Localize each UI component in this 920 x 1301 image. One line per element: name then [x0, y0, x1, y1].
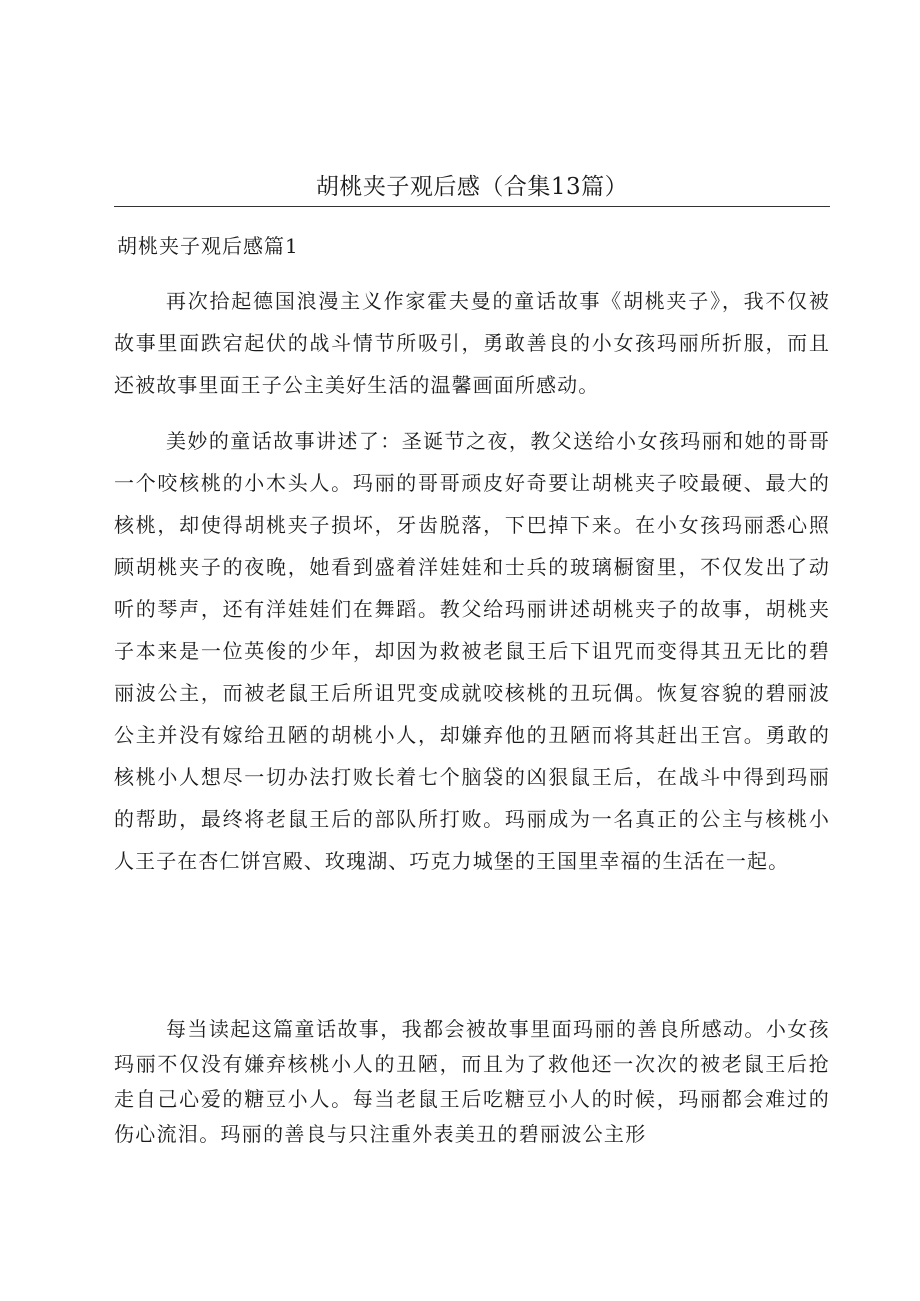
- document-title: 胡桃夹子观后感（合集13篇）: [315, 174, 629, 200]
- title-divider: [114, 206, 830, 207]
- paragraph-3: 每当读起这篇童话故事，我都会被故事里面玛丽的善良所感动。小女孩玛丽不仅没有嫌弃核桃小人的丑陋，而且为了救他还一次次的被老鼠王后抢走自己心爱的糖豆小人。每当老鼠王后吃糖豆小人的时候，玛丽都会难过的伤心流泪。玛丽的善良与只注重外表美丑的碧丽波公主形: [114, 1017, 830, 1146]
- paragraph-2: 美妙的童话故事讲述了：圣诞节之夜，教父送给小女孩玛丽和她的哥哥一个咬核桃的小木头人。玛丽的哥哥顽皮好奇要让胡桃夹子咬最硬、最大的核桃，却使得胡桃夹子损坏，牙齿脱落，下巴掉下来。在小女孩玛丽悉心照顾胡桃夹子的夜晚，她看到盛着洋娃娃和士兵的玻璃橱窗里，不仅发出了动听的琴声，还有洋娃娃们在舞蹈。教父给玛丽讲述胡桃夹子的故事，胡桃夹子本来是一位英俊的少年，却因为救被老鼠王后下诅咒而变得其丑无比的碧丽波公主，而被老鼠王后所诅咒变成就咬核桃的丑玩偶。恢复容貌的碧丽波公主并没有嫁给丑陋的胡桃小人，却嫌弃他的丑陋而将其赶出王宫。勇敢的核桃小人想尽一切办法打败长着七个脑袋的凶狠鼠王后，在战斗中得到玛丽的帮助，最终将老鼠王后的部队所打败。玛丽成为一名真正的公主与核桃小人王子在杏仁饼宫殿、玫瑰湖、巧克力城堡的王国里幸福的生活在一起。: [114, 429, 830, 873]
- section-heading: 胡桃夹子观后感篇1: [117, 234, 299, 258]
- paragraph-1: 再次拾起德国浪漫主义作家霍夫曼的童话故事《胡桃夹子》，我不仅被故事里面跌宕起伏的战斗情节所吸引，勇敢善良的小女孩玛丽所折服，而且还被故事里面王子公主美好生活的温馨画面所感动。: [114, 289, 830, 397]
